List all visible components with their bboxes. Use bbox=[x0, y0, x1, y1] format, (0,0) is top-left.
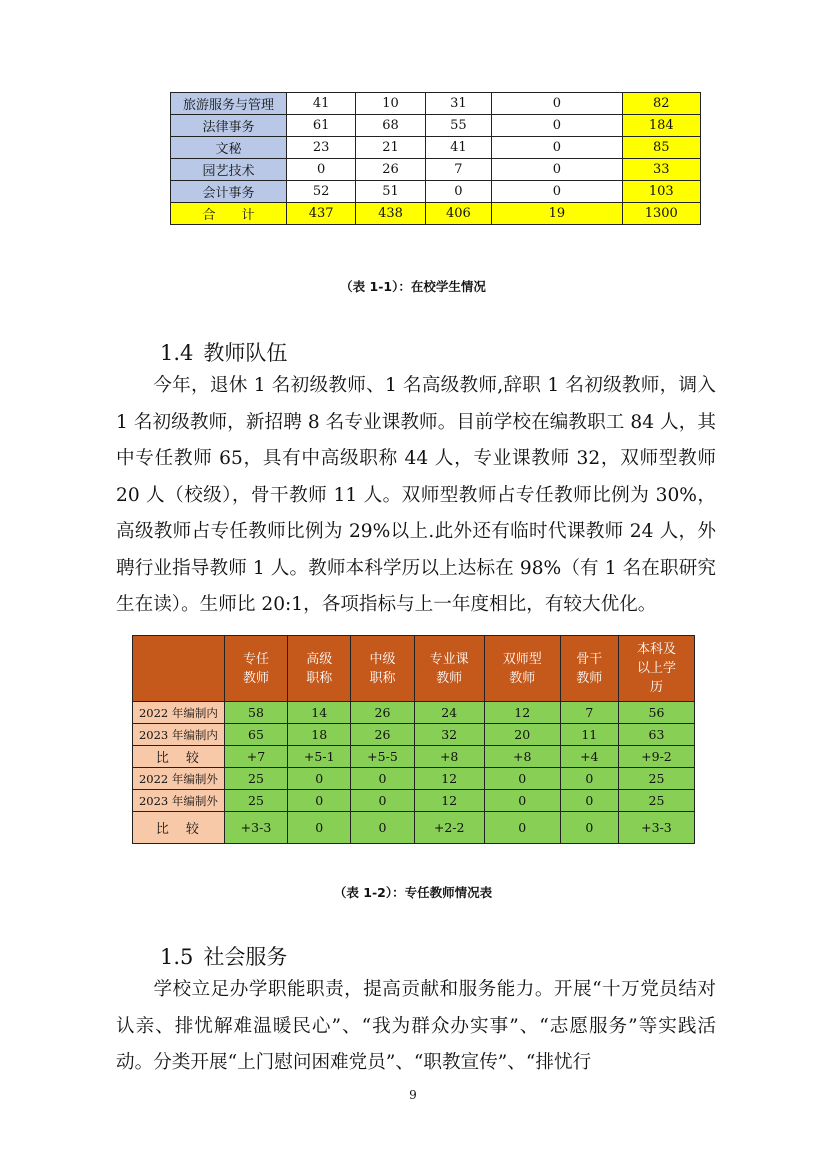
cell: 19 bbox=[492, 203, 622, 225]
cell: 0 bbox=[560, 790, 618, 812]
grand-total: 1300 bbox=[622, 203, 700, 225]
cell: 0 bbox=[286, 159, 355, 181]
cell: 52 bbox=[286, 181, 355, 203]
cell: 18 bbox=[288, 724, 351, 746]
table-sum-row bbox=[171, 203, 701, 225]
cell: 26 bbox=[351, 702, 414, 724]
cell: 438 bbox=[356, 203, 425, 225]
cell: 0 bbox=[492, 181, 622, 203]
table-caption: （表 1-1）：在校学生情况 bbox=[340, 279, 486, 294]
cell: 24 bbox=[414, 702, 484, 724]
cell: +3-3 bbox=[618, 812, 694, 844]
cell: 0 bbox=[425, 181, 491, 203]
paragraph bbox=[116, 368, 716, 624]
cell: 0 bbox=[484, 812, 560, 844]
cell: 437 bbox=[286, 203, 355, 225]
teacher-table bbox=[132, 635, 695, 844]
cell: 7 bbox=[560, 702, 618, 724]
cell: 25 bbox=[618, 790, 694, 812]
cell: 56 bbox=[618, 702, 694, 724]
row-label: 2022 年编制外 bbox=[133, 768, 225, 790]
cell: 406 bbox=[425, 203, 491, 225]
column-header: 双师型 教师 bbox=[484, 636, 560, 702]
cell: +3-3 bbox=[224, 812, 287, 844]
row-label: 比 较 bbox=[133, 812, 225, 844]
cell: 21 bbox=[356, 137, 425, 159]
cell: 41 bbox=[425, 137, 491, 159]
row-total: 85 bbox=[622, 137, 700, 159]
major-name: 文秘 bbox=[171, 137, 287, 159]
cell: +7 bbox=[224, 746, 287, 768]
table-row bbox=[133, 702, 695, 724]
cell: 55 bbox=[425, 115, 491, 137]
column-header: 专业课 教师 bbox=[414, 636, 484, 702]
paragraph-text: 学校立足办学职能职责，提高贡献和服务能力。开展“十万党员结对认亲、排忧解难温暖民心”、“我为群众办实事”、“志愿服务”等实践活动。分类开展“上门慰问困难党员”、“职教宣传”、“排忧行 bbox=[116, 979, 716, 1073]
row-total: 33 bbox=[622, 159, 700, 181]
section-title: 教师队伍 bbox=[203, 341, 288, 365]
student-table bbox=[170, 92, 701, 225]
table-row bbox=[171, 93, 701, 115]
cell: 12 bbox=[484, 702, 560, 724]
cell: 0 bbox=[492, 93, 622, 115]
column-header: 中级 职称 bbox=[351, 636, 414, 702]
cell: 0 bbox=[484, 790, 560, 812]
row-label: 2022 年编制内 bbox=[133, 702, 225, 724]
major-name: 法律事务 bbox=[171, 115, 287, 137]
cell: 0 bbox=[351, 790, 414, 812]
column-header: 本科及 以上学 历 bbox=[618, 636, 694, 702]
cell: 25 bbox=[224, 790, 287, 812]
cell: 10 bbox=[356, 93, 425, 115]
cell: 0 bbox=[560, 812, 618, 844]
cell: +8 bbox=[414, 746, 484, 768]
cell: 0 bbox=[351, 812, 414, 844]
cell: 12 bbox=[414, 768, 484, 790]
table-row bbox=[133, 812, 695, 844]
major-name: 园艺技术 bbox=[171, 159, 287, 181]
major-name: 会计事务 bbox=[171, 181, 287, 203]
row-total: 184 bbox=[622, 115, 700, 137]
cell: 26 bbox=[351, 724, 414, 746]
cell: 14 bbox=[288, 702, 351, 724]
table-row bbox=[133, 724, 695, 746]
table-row bbox=[133, 768, 695, 790]
cell: +8 bbox=[484, 746, 560, 768]
table-row bbox=[171, 137, 701, 159]
cell: 25 bbox=[618, 768, 694, 790]
row-total: 103 bbox=[622, 181, 700, 203]
section-number: 1.5 bbox=[160, 945, 194, 969]
cell: 25 bbox=[224, 768, 287, 790]
cell: 32 bbox=[414, 724, 484, 746]
cell: 7 bbox=[425, 159, 491, 181]
cell: 11 bbox=[560, 724, 618, 746]
row-label: 2023 年编制外 bbox=[133, 790, 225, 812]
table-row bbox=[133, 790, 695, 812]
column-header: 骨干 教师 bbox=[560, 636, 618, 702]
cell: 0 bbox=[492, 159, 622, 181]
section-heading bbox=[160, 337, 287, 367]
cell: 23 bbox=[286, 137, 355, 159]
cell: 58 bbox=[224, 702, 287, 724]
cell: 68 bbox=[356, 115, 425, 137]
cell: 0 bbox=[560, 768, 618, 790]
cell: +5-1 bbox=[288, 746, 351, 768]
table-caption: （表 1-2）：专任教师情况表 bbox=[333, 885, 493, 900]
section-number: 1.4 bbox=[160, 341, 194, 365]
column-header: 高级 职称 bbox=[288, 636, 351, 702]
cell: 0 bbox=[288, 768, 351, 790]
section-title: 社会服务 bbox=[203, 945, 288, 969]
cell: 0 bbox=[288, 790, 351, 812]
row-label: 比 较 bbox=[133, 746, 225, 768]
cell: 41 bbox=[286, 93, 355, 115]
cell: +4 bbox=[560, 746, 618, 768]
table-header-row bbox=[133, 636, 695, 702]
cell: 31 bbox=[425, 93, 491, 115]
paragraph bbox=[116, 972, 716, 1082]
cell: 0 bbox=[288, 812, 351, 844]
table-row bbox=[171, 181, 701, 203]
cell: 0 bbox=[492, 115, 622, 137]
cell: 20 bbox=[484, 724, 560, 746]
header-corner bbox=[133, 636, 225, 702]
row-label: 2023 年编制内 bbox=[133, 724, 225, 746]
cell: 51 bbox=[356, 181, 425, 203]
cell: 63 bbox=[618, 724, 694, 746]
section-heading bbox=[160, 941, 287, 971]
cell: +9-2 bbox=[618, 746, 694, 768]
sum-label: 合 计 bbox=[171, 203, 287, 225]
paragraph-text: 今年，退休 1 名初级教师、1 名高级教师,辞职 1 名初级教师，调入 1 名初级教师，新招聘 8 名专业课教师。目前学校在编教职工 84 人，其中专任教师 65，具有中高级职称 44 人，专业课教师 32，双师型教师 20 人（校级），骨干教师 11 人。双师型教师占专任教师比例为 30%，高级教师占专任教师比例为 29%以上.此外还有临时代课教师 24 人，外聘行业指导教师 1 人。教师本科学历以上达标在 98%（有 1 名在职研究生在读）。生师比 20:1，各项指标与上一年度相比，有较大优化。 bbox=[116, 375, 716, 615]
cell: 0 bbox=[492, 137, 622, 159]
cell: 12 bbox=[414, 790, 484, 812]
column-header: 专任 教师 bbox=[224, 636, 287, 702]
cell: 61 bbox=[286, 115, 355, 137]
table-row bbox=[171, 115, 701, 137]
cell: 0 bbox=[484, 768, 560, 790]
table-row bbox=[171, 159, 701, 181]
cell: 0 bbox=[351, 768, 414, 790]
cell: 65 bbox=[224, 724, 287, 746]
table-row bbox=[133, 746, 695, 768]
cell: 26 bbox=[356, 159, 425, 181]
row-total: 82 bbox=[622, 93, 700, 115]
cell: +5-5 bbox=[351, 746, 414, 768]
page-number: 9 bbox=[409, 1088, 417, 1102]
cell: +2-2 bbox=[414, 812, 484, 844]
major-name: 旅游服务与管理 bbox=[171, 93, 287, 115]
